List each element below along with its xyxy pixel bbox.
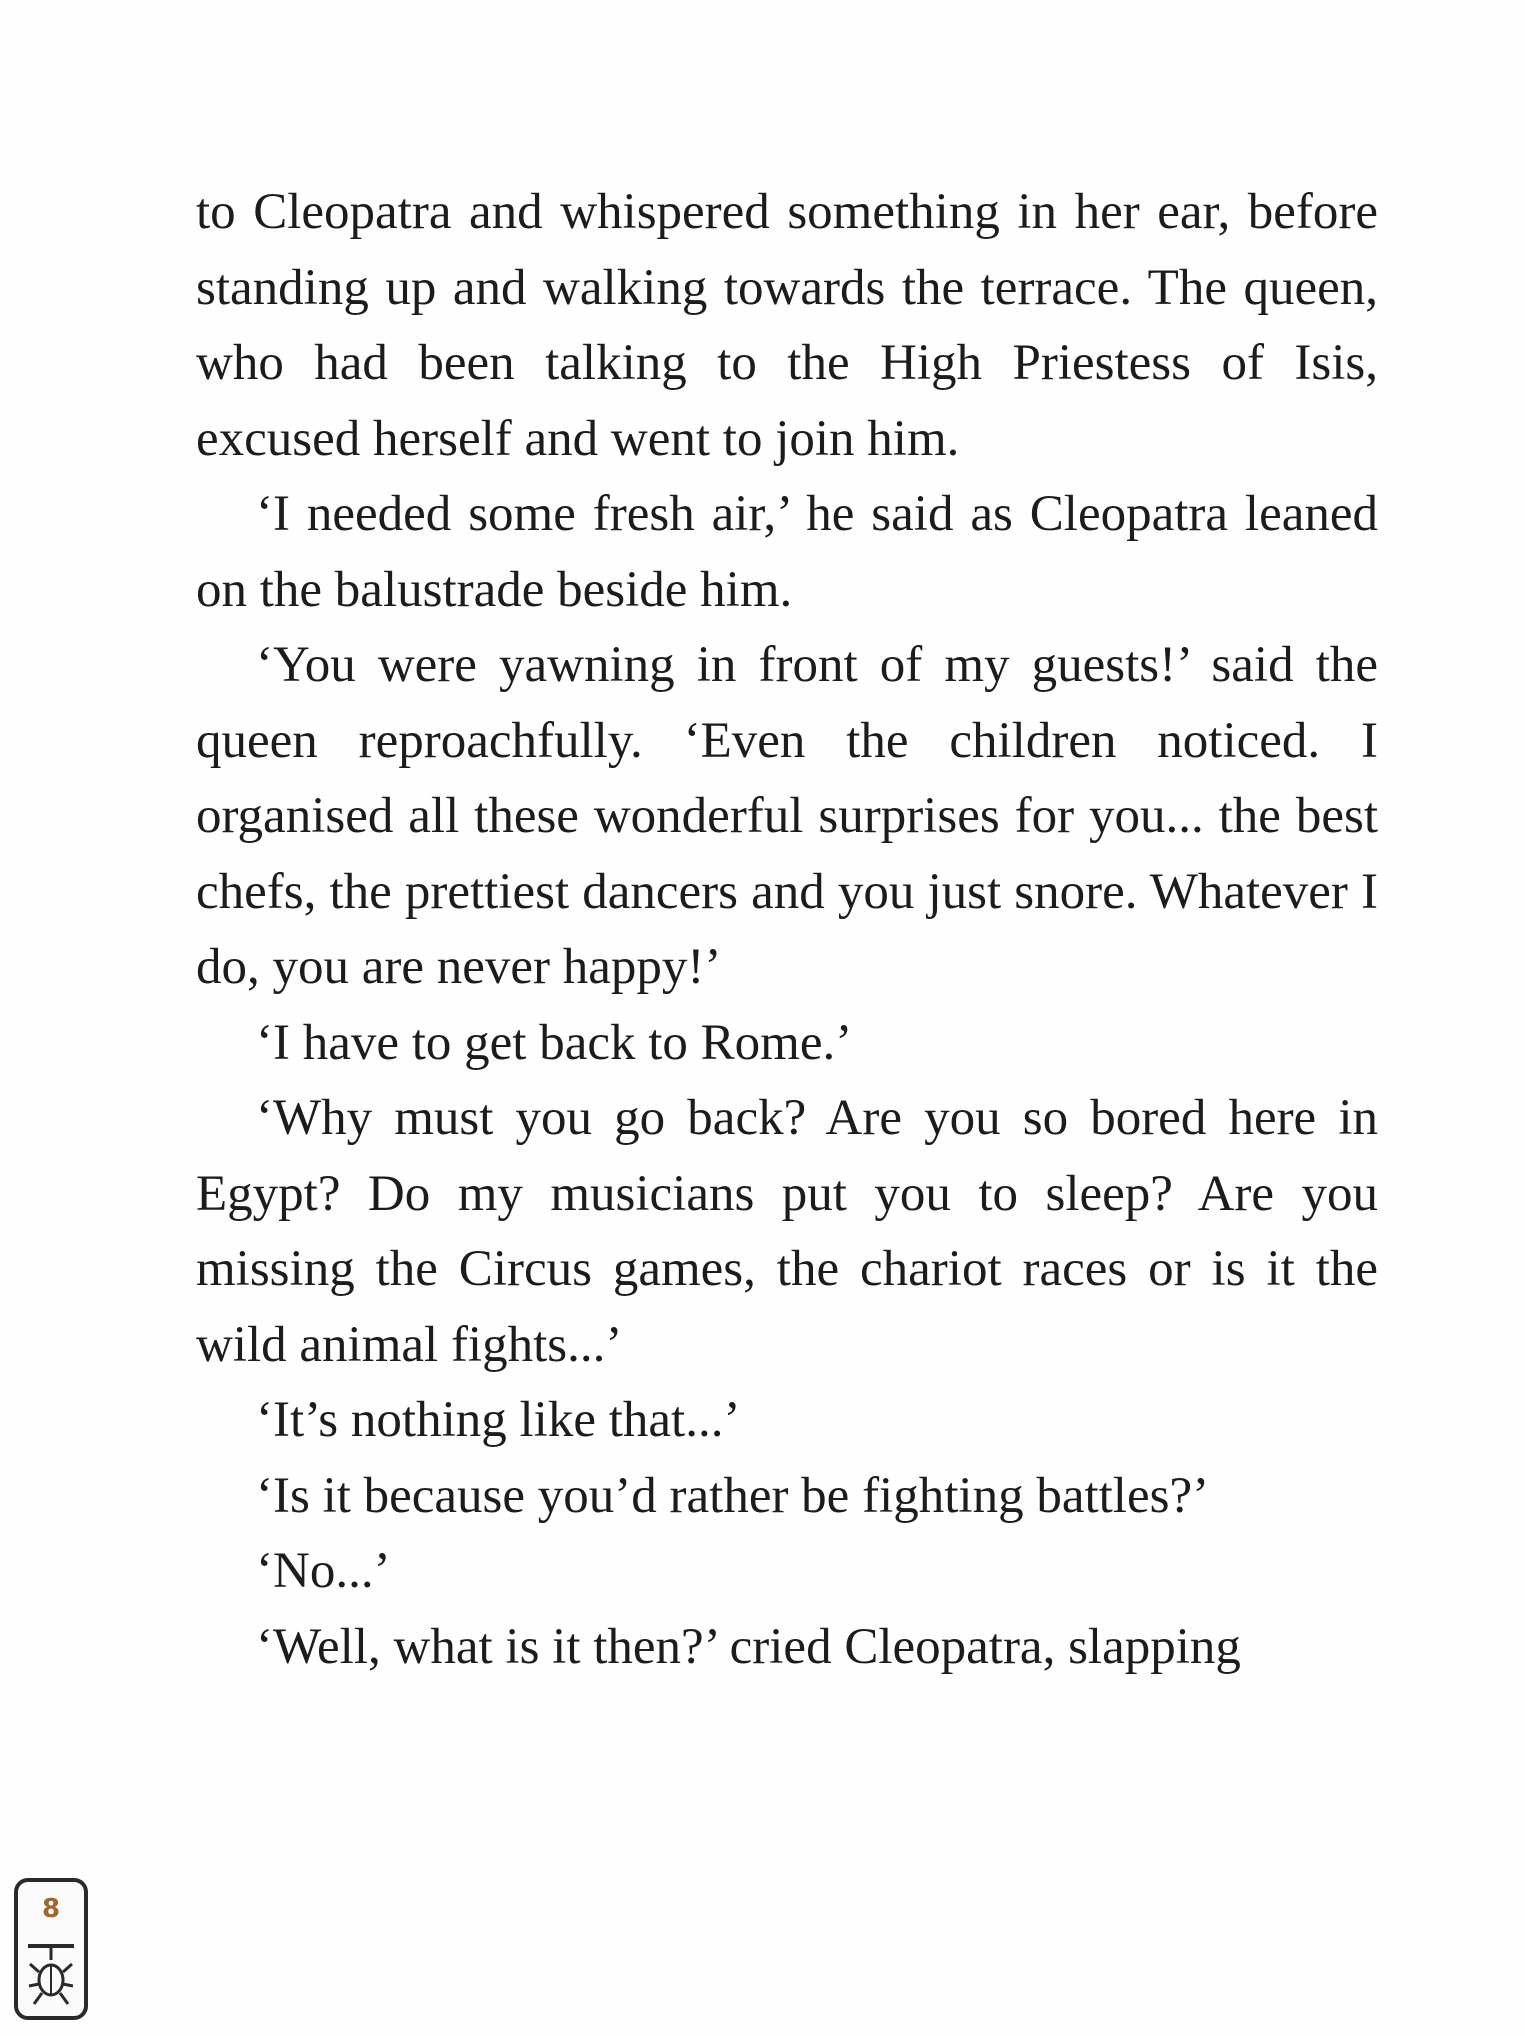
paragraph: ‘I have to get back to Rome.’ <box>256 1014 853 1071</box>
paragraph: ‘No...’ <box>256 1543 391 1599</box>
page-number: 8 <box>41 1894 61 1924</box>
paragraph: to Cleopatra and whispered something in her ear, before standing up and walking towards the terrace. The queen, who had been talking to the High Priestess of Isis, excused herself and went to join him. <box>196 184 1378 467</box>
paragraph: ‘Why must you go back? Are you so bored here in Egypt? Do my musicians put you to sleep? Are you missing the Circus games, the chariot races or is it the wild animal fights...’ <box>196 1090 1378 1373</box>
paragraph: ‘Well, what is it then?’ cried Cleopatra, slapping <box>256 1618 1241 1675</box>
scarab-cartouche-icon <box>14 1878 88 2020</box>
body-text <box>196 175 1378 1685</box>
paragraph: ‘Is it because you’d rather be fighting battles?’ <box>256 1467 1210 1524</box>
paragraph: ‘I needed some fresh air,’ he said as Cleopatra leaned on the balustrade beside him. <box>196 486 1378 618</box>
paragraph: ‘It’s nothing like that...’ <box>256 1392 741 1448</box>
scarab-icon <box>22 1940 80 2012</box>
paragraph: ‘You were yawning in front of my guests!’ said the queen reproachfully. ‘Even the children noticed. I organised all these wonderful surprises for you... the best chefs, the prettiest dancers and you just snore. Whatever I do, you are never happy!’ <box>196 637 1378 995</box>
